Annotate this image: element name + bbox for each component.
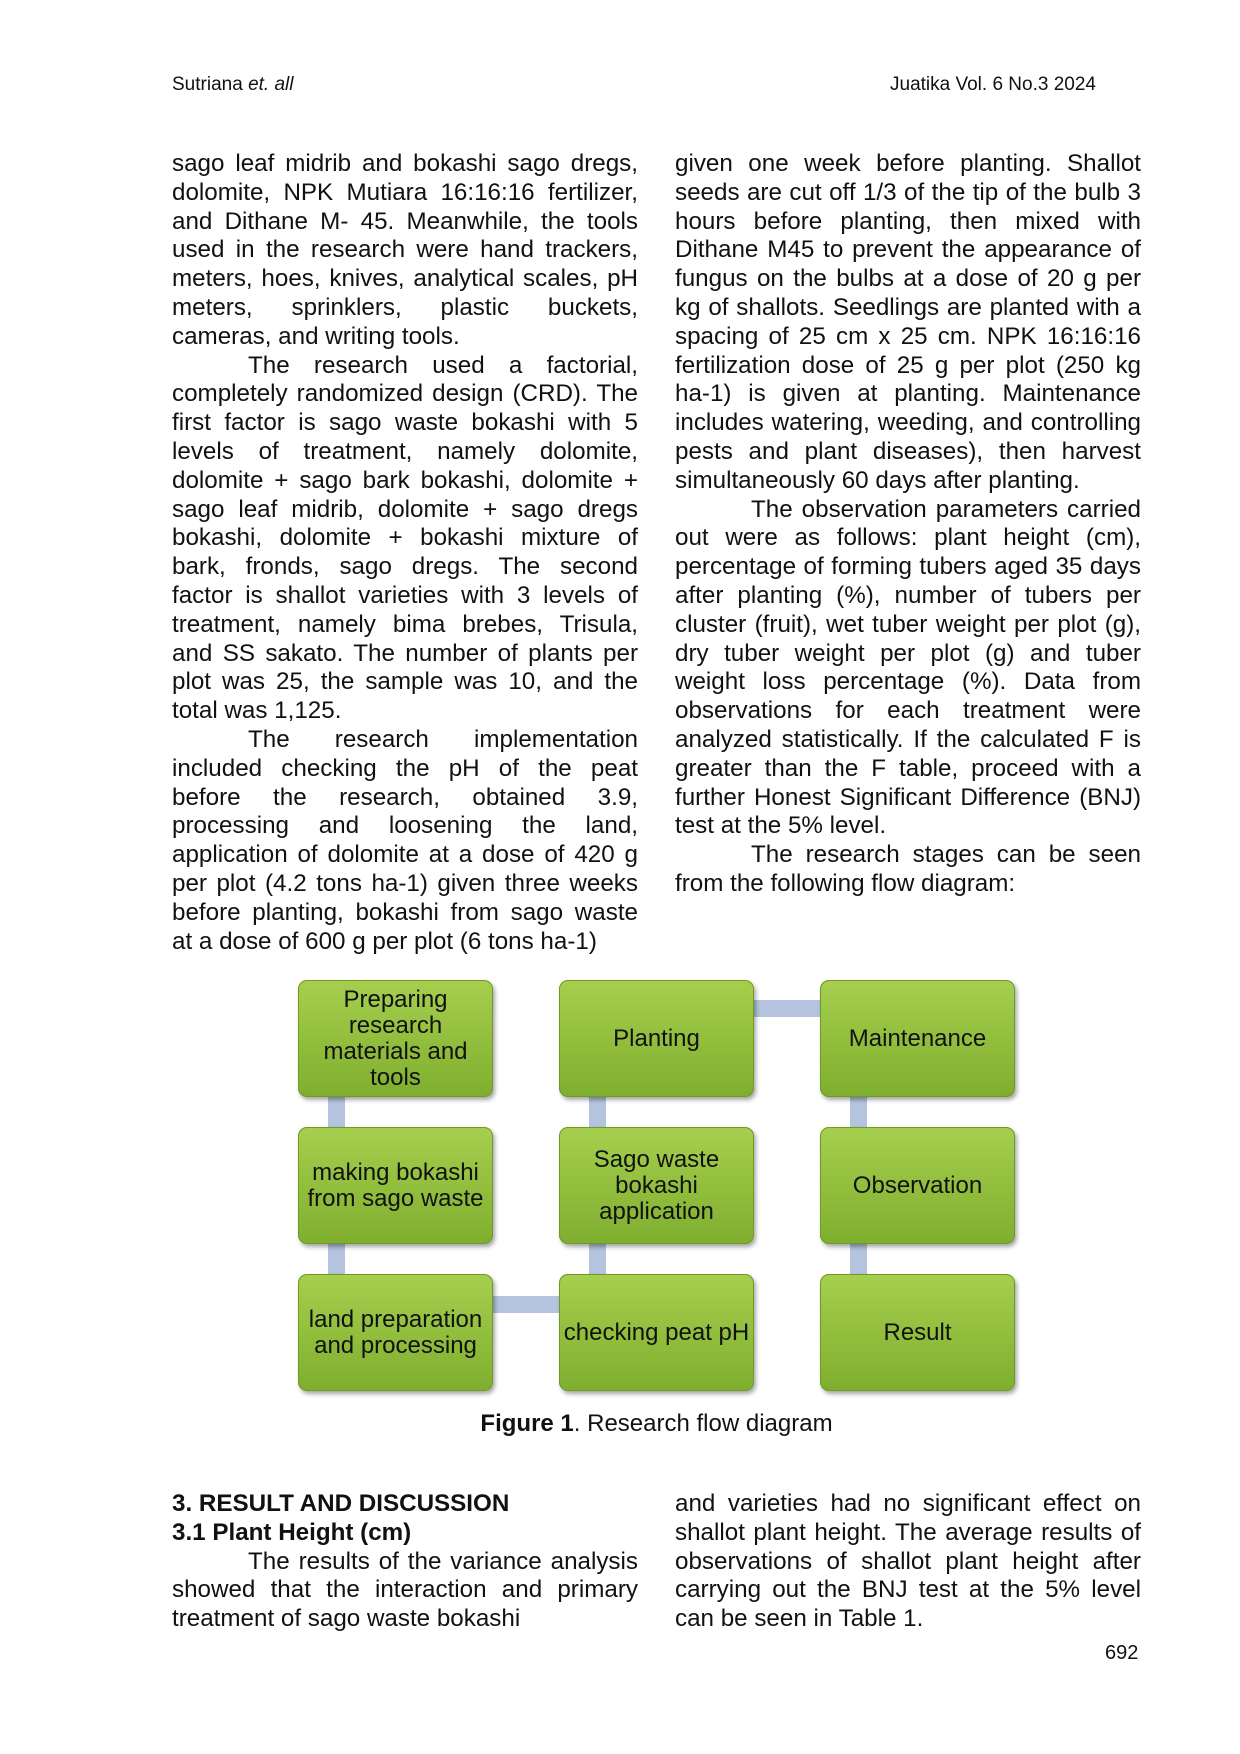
section-left [172,1490,638,1634]
paragraph: and varieties had no significant effect on shallot plant height. The average results of observations of shallot plant height after carrying out the BNJ test at the 5% level can be seen in Table 1. [675,1490,1141,1633]
running-header-author [172,74,293,96]
paragraph: The research stages can be seen from the following flow diagram: [675,841,1141,897]
paragraph: The research used a factorial, completely randomized design (CRD). The first factor is sago waste bokashi with 5 levels of treatment, namely dolomite, dolomite + sago bark bokashi, dolomite + sago leaf midrib, dolomite + sago dregs bokashi, dolomite + bokashi mixture of bark, fronds, sago dregs. The second factor is shallot varieties with 3 levels of treatment, namely bima brebes, Trisula, and SS sakato. The number of plants per plot was 25, the sample was 10, and the total was 1,125. [172,351,638,725]
flow-box-making-bokashi: making bokashi from sago waste [298,1127,493,1244]
connector [328,1097,345,1127]
flow-box-land-preparation: land preparation and processing [298,1274,493,1391]
caption-label: Figure 1 [480,1410,574,1437]
connector [589,1244,606,1274]
flow-box-checking-ph: checking peat pH [559,1274,754,1391]
running-header-journal: Juatika Vol. 6 No.3 2024 [890,74,1096,95]
connector [850,1244,867,1274]
author: Sutriana [172,74,243,95]
connector [589,1097,606,1127]
paragraph: The research implementation included checking the pH of the peat before the research, obtained 3.9, processing and loosening the land, application of dolomite at a dose of 420 g per plot (4.2 tons ha-1) given three weeks before planting, bokashi from sago waste at a dose of 600 g per plot (6 tons ha-1) [172,725,638,955]
paragraph: The observation parameters carried out were as follows: plant height (cm), percentage of forming tubers aged 35 days after planting (%), number of tubers per cluster (fruit), wet tuber weight per plot (g), dry tuber weight per plot (g) and tuber weight loss percentage (%). Data from observations for each treatment were analyzed statistically. If the calculated F is greater than the F table, proceed with a further Honest Significant Difference (BNJ) test at the 5% level. [675,495,1141,840]
paragraph: sago leaf midrib and bokashi sago dregs, dolomite, NPK Mutiara 16:16:16 fertilizer, and Dithane M- 45. Meanwhile, the tools used in the research were hand trackers, meters, hoes, knives, analytical scales, pH meters, sprinklers, plastic buckets, cameras, and writing tools. [172,150,638,350]
subsection-heading: 3.1 Plant Height (cm) [172,1518,412,1546]
paragraph: The results of the variance analysis showed that the interaction and primary treatment of sago waste bokashi [172,1547,638,1633]
left-column [172,150,638,956]
flow-box-result: Result [820,1274,1015,1391]
flow-box-observation: Observation [820,1127,1015,1244]
author-suffix: et. all [248,74,294,95]
flow-box-planting: Planting [559,980,754,1097]
page-number: 692 [1105,1642,1139,1664]
flow-box-preparing: Preparing research materials and tools [298,980,493,1097]
section-heading: 3. RESULT AND DISCUSSION [172,1490,510,1517]
connector [493,1296,559,1313]
right-column [675,150,1141,899]
caption-text: . Research flow diagram [573,1410,833,1437]
section-right [675,1490,1141,1634]
connector [328,1244,345,1274]
flow-box-maintenance: Maintenance [820,980,1015,1097]
flow-box-bokashi-application: Sago waste bokashi application [559,1127,754,1244]
paragraph: given one week before planting. Shallot seeds are cut off 1/3 of the tip of the bulb 3 hours before planting, then mixed with Dithane M45 to prevent the appearance of fungus on the bulbs at a dose of 20 g per kg of shallots. Seedlings are planted with a spacing of 25 cm x 25 cm. NPK 16:16:16 fertilization dose of 25 g per plot (250 kg ha-1) is given at planting. Maintenance includes watering, weeding, and controlling pests and plant diseases), then harvest simultaneously 60 days after planting. [675,150,1141,494]
figure-caption [0,1410,1240,1438]
connector [754,1000,820,1017]
connector [850,1097,867,1127]
